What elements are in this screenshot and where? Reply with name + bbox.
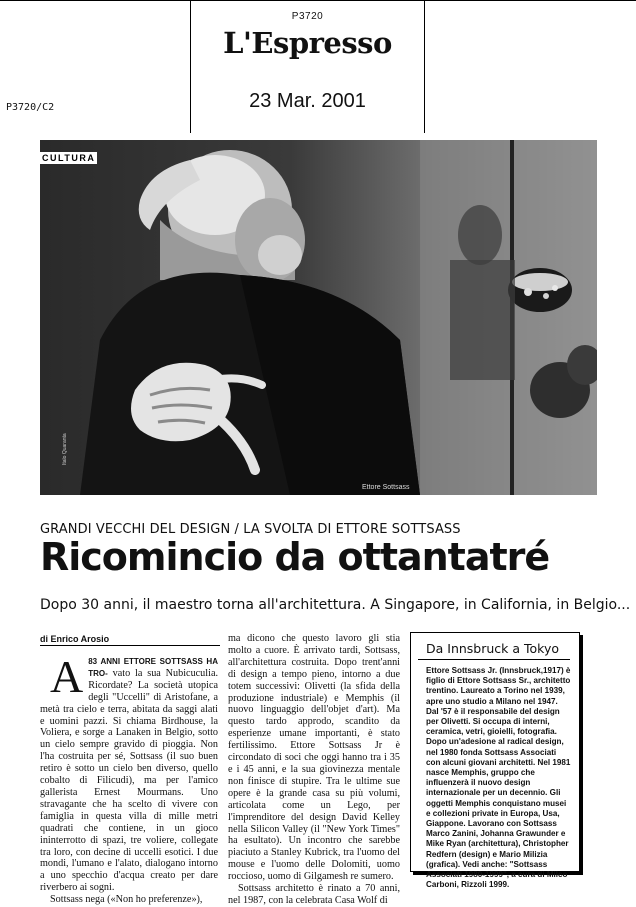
byline-rule [40, 645, 220, 646]
column-1-text: vato la sua Nubicuculia. Ricordate? La società utopica degli "Uccelli" di Aristofane, a metà tra cielo e terra, abitata da saggi alati e uomini pazzi. Si chiama Birdhouse, la Voliera, e sorge a Lanaken in Belgio, sotto un cielo sempre gravido di pioggia. Non l'ha costruita per sé, Sottsass (il suo buen retiro è sotto un cielo ben diverso, quello cobalto di Filicudi), ma per l'amico gallerista Ernest Mourmans. Uno stravagante che ha scelto di vivere con famiglia in questa villa di mille metri quadrati che contiene, in un gioco ininterrotto di spazi, tre voliere, collegate tra loro, con decine di uccelli esotici. I due mondi, l'umano e l'alato, dialogano intorno a uno specchio d'acqua creato per dare riverbero ai sogni. [40, 667, 219, 894]
section-label: CULTURA [42, 153, 96, 163]
issue-date: 23 Mar. 2001 [249, 90, 366, 112]
sidebar-body: Ettore Sottsass Jr. (Innsbruck,1917) è figlio di Ettore Sottsass Sr., architetto trentino. Laureato a Torino nel 1939, apre uno studio a Milano nel 1947. Dal '57 è il responsabile del design per Olivetti. Si occupa di interni, ceramica, vetri, gioielli, fotografia. Dopo un'adesione al radical design, nel 1980 fonda Sottsass Associati con alcuni giovani architetti. Nel 1981 nasce Memphis, gruppo che influenzerà il nuovo design internazionale per un decennio. Gli oggetti Memphis conquistano musei e collezioni private in Europa, Usa, Giappone. Lavorano con Sottsass Marco Zanini, Johanna Grawunder e Mike Ryan (architettura), Christopher Redfern (design) e Mario Milizia (grafica). Vedi anche: "Sottsass Associati 1980-1999", a cura di Milco Carboni, Rizzoli 1999. [426, 666, 571, 890]
article-column-2 [228, 633, 400, 907]
article-column-1 [40, 651, 219, 906]
photo-caption: Ettore Sottsass [362, 484, 410, 491]
clipping-code-left: P3720/C2 [6, 102, 55, 113]
article-deck: Dopo 30 anni, il maestro torna all'architettura. A Singapore, in California, in Belgio... [40, 597, 631, 613]
photo-credit: Italo Quaranta [62, 433, 68, 465]
drop-cap: A [50, 651, 84, 702]
portrait-photo [40, 140, 597, 495]
sidebar-rule [418, 659, 570, 660]
sidebar-title: Da Innsbruck a Tokyo [426, 641, 560, 656]
column-2-paragraph-2: Sottsass architetto è rinato a 70 anni, nel 1987, con la celebrata Casa Wolf di [228, 883, 400, 906]
byline: di Enrico Arosio [40, 634, 110, 644]
article-lead: 83 ANNI ETTORE SOTTSASS HA TRO- [88, 657, 218, 678]
article-headline: Ricomincio da ottantatré [40, 535, 550, 579]
column-2-text: ma dicono che questo lavoro gli stia molto a cuore. È arrivato tardi, Sottsass, all'architettura costruita. Dopo trent'anni di design a tempo pieno, intorno a due totem successivi: Olivetti (la sfida della produzione industriale) e Memphis (il nuovo linguaggio dell'objet d'art). Ma questo tardo approdo, scandito da esperienze umane importanti, è stato fertilissimo. Ettore Sottsass Jr è circondato di soci che oggi hanno tra i 35 e i 45 anni, e la sua giovinezza mentale non finisce di stupire. Tra le ultime sue opere è la grande casa su più volumi, articolata come un Lego, per l'imprenditore del design David Kelley nella Silicon Valley (il "New York Times" ha esultato). Un incontro che sarebbe piaciuto a Stanley Kubrick, tra l'uomo del mouse e l'uomo delle Dolomiti, uomo roccioso, uomo di Gilgamesh re sumero. [228, 633, 400, 883]
article-kicker: GRANDI VECCHI DEL DESIGN / LA SVOLTA DI ETTORE SOTTSASS [40, 522, 461, 537]
magazine-logo: L'Espresso [223, 26, 392, 60]
portrait-photo-art [40, 140, 597, 495]
clipping-code-top: P3720 [291, 11, 324, 22]
column-1-paragraph-2: Sottsass nega («Non ho preferenze»), [50, 894, 203, 906]
